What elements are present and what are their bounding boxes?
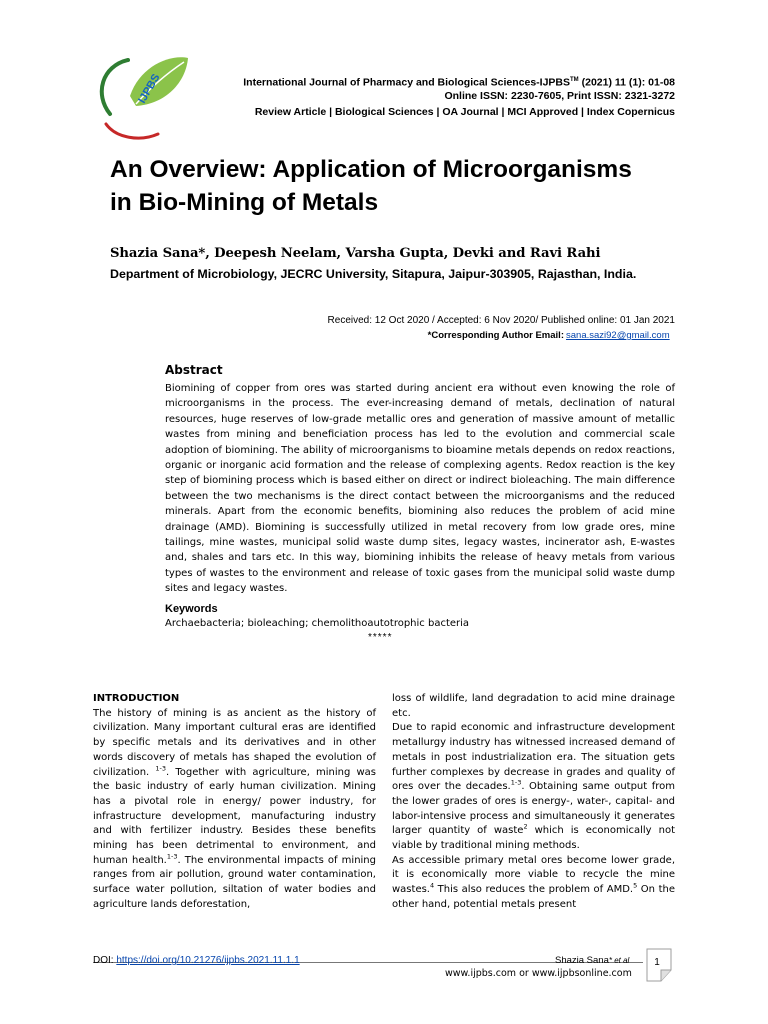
doi-link[interactable]: https://doi.org/10.21276/ijpbs.2021.11.1.1 <box>116 955 300 966</box>
keywords-heading: Keywords <box>165 603 218 615</box>
citation-ref: 1-3 <box>166 852 178 861</box>
abstract-text: Biomining of copper from ores was started during ancient era without even knowing the role of microorganisms in the process. The ever-increasing demand of metals, declination of natural resources, huge reserves of low-grade metallic ores and generation of massive amount of metallic wastes from mining and beneficiation process has led to the evolution and commercial scale adoption of biomining. The ability of microorganisms to bioamine metals depends on redox reactions, organic or inorganic acid formation and the release of complexing agents. Redox reaction is the key step of biomining process which is based either on direct or indirect bioleaching. The main difference between the two mechanisms is the direct contact between the microorganisms and the reduced minerals. Apart from the economic benefits, biomining also reduces the problem of acid mine drainage (AMD). Biomining is successfully utilized in metal recovery from low grade ores, mine tailings, mine wastes, municipal solid waste dump sites, legacy wastes, incinerator ash, E-wastes and, shales and tars etc. In this way, biomining inhibits the release of heavy metals from various types of wastes to the environment and release of toxic gases from the municipal solid waste dump sites and legacy wastes. <box>165 383 675 595</box>
journal-categories: Review Article | Biological Sciences | OA Journal | MCI Approved | Index Copernicus <box>254 106 675 118</box>
corresponding-author-label: *Corresponding Author Email: <box>427 330 564 341</box>
article-title-line: An Overview: Application of Microorganisms <box>110 156 632 183</box>
corresponding-author-email-link[interactable]: sana.sazi92@gmail.com <box>566 330 670 341</box>
body-text: Due to rapid economic and infrastructure development metallurgy industry has witnessed increased demand of metals in post industrialization era. The situation gets further complexes by decrease in grades and quality of ores over the decades. <box>392 722 675 793</box>
keywords-list: Archaebacteria; bioleaching; chemolithoautotrophic bacteria <box>165 618 470 629</box>
page-number-tab <box>646 948 672 982</box>
footer-author <box>555 955 629 966</box>
body-text: . Together with agriculture, mining was the basic industry of early human civilization. Mining has a pivotal role in energy/ power industry, for infrastructure development, manufacturing industry and with fertilizer industry. Besides these benefits mining has been detrimental to environment, and human health. <box>93 766 376 866</box>
journal-logo <box>88 52 193 144</box>
footer-websites: www.ijpbs.com or www.ijpbsonline.com <box>445 968 632 979</box>
body-paragraph <box>392 721 675 853</box>
article-authors: Shazia Sana*, Deepesh Neelam, Varsha Gupta, Devki and Ravi Rahi <box>110 246 601 261</box>
body-text: This also reduces the problem of AMD. <box>434 884 634 896</box>
body-paragraph: loss of wildlife, land degradation to acid mine drainage etc. <box>392 693 675 719</box>
body-column-left <box>93 692 376 913</box>
body-paragraph <box>392 854 675 913</box>
author-affiliation: Department of Microbiology, JECRC University, Sitapura, Jaipur-303905, Rajasthan, India. <box>110 267 637 281</box>
trademark-mark: TM <box>570 77 579 83</box>
article-title <box>110 153 700 219</box>
footer-author-name: Shazia Sana <box>555 955 609 966</box>
footer-doi <box>93 955 300 966</box>
section-separator: ***** <box>368 632 393 643</box>
page-tab-icon <box>646 948 672 982</box>
journal-issn: Online ISSN: 2230-7605, Print ISSN: 2321-3272 <box>444 90 675 102</box>
citation-ref: 2 <box>523 823 528 831</box>
article-title-line: in Bio-Mining of Metals <box>110 189 379 216</box>
citation-ref: 1-3 <box>155 764 167 773</box>
article-dates: Received: 12 Oct 2020 / Accepted: 6 Nov 2020/ Published online: 01 Jan 2021 <box>327 315 675 326</box>
citation-ref: 4 <box>429 881 435 890</box>
abstract-heading: Abstract <box>165 363 223 377</box>
body-text: As accessible primary metal ores become lower grade, it is economically more viable to recycle the mine wastes. <box>392 854 675 896</box>
logo-text: IJPBS <box>136 71 163 106</box>
journal-volume-pages: (2021) 11 (1): 01-08 <box>578 76 675 89</box>
citation-ref: 5 <box>633 881 638 890</box>
page-number: 1 <box>654 957 660 968</box>
body-text: On the other hand, potential metals present <box>392 884 675 910</box>
citation-ref: 1-3 <box>510 778 522 787</box>
doi-label: DOI: <box>93 955 117 966</box>
ijpbs-logo-icon <box>88 52 193 144</box>
body-column-right <box>392 692 675 913</box>
body-text: The history of mining is as ancient as the history of civilization. Many important cultural eras are identified by specific metals and its derivatives and in other words discovery of metals has shaped the evolution of civilization. <box>93 707 376 778</box>
footer-author-suffix: * et al <box>608 956 630 965</box>
body-text: . Obtaining same output from the lower grades of ores is energy-, water-, capital- and labor-intensive process and simultaneously it generates larger quantity of waste <box>392 781 675 837</box>
body-paragraph <box>93 707 376 913</box>
introduction-heading: INTRODUCTION <box>93 693 180 704</box>
journal-name: International Journal of Pharmacy and Biological Sciences-IJPBS <box>243 76 571 89</box>
body-text: which is economically not viable by traditional mining methods. <box>392 825 675 852</box>
body-text: . The environmental impacts of mining ranges from air pollution, ground water contamination, surface water pollution, siltation of water bodies and agriculture lands deforestation, <box>93 854 376 910</box>
